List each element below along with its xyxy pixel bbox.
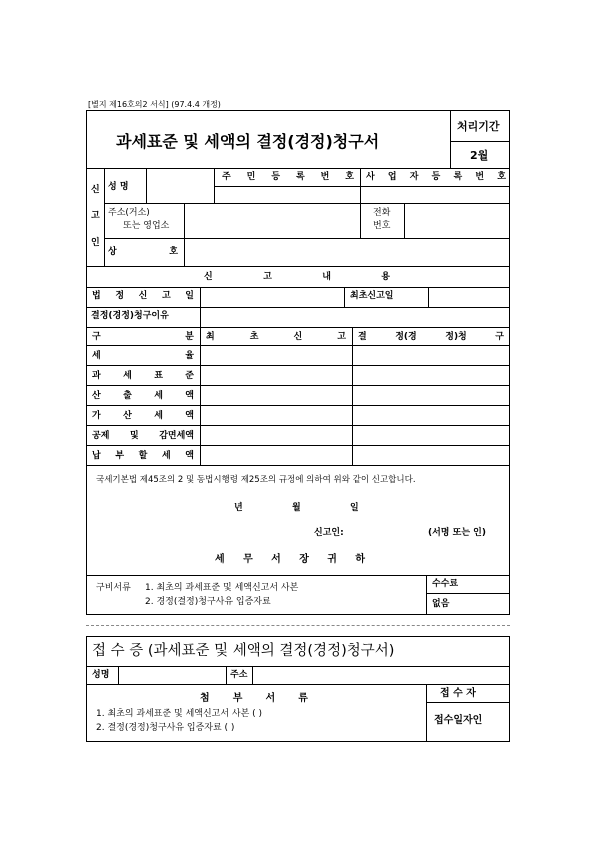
attached-docs-title: 첨 부 서 류 xyxy=(200,693,308,704)
col-category: 구 분 xyxy=(92,332,194,342)
applicant-side-2: 고 xyxy=(91,211,100,221)
day-label: 일 xyxy=(350,503,359,513)
processing-period-value: 2월 xyxy=(470,149,489,162)
reason-label: 결정(경정)청구이유 xyxy=(91,311,169,321)
resident-no-label: 주 민 등 록 번 호 xyxy=(222,172,354,182)
row-deduction: 공제 및 감면세액 xyxy=(92,431,194,441)
fee-label: 수수료 xyxy=(432,579,459,589)
address-label-2: 또는 영업소 xyxy=(123,221,170,231)
address-label-1: 주소(거소) xyxy=(108,208,150,218)
report-section-title: 신 고 내 용 xyxy=(204,272,390,282)
attachment-item-1: 1. 최초의 과세표준 및 세액신고서 사본 xyxy=(145,583,299,593)
attachment-item-2: 2. 경정(결정)청구사유 입증자료 xyxy=(145,597,271,607)
trade-name-label: 상 호 xyxy=(108,247,178,257)
reporter-label: 신고인: xyxy=(314,528,344,538)
applicant-side-1: 신 xyxy=(91,185,100,195)
applicant-side-3: 인 xyxy=(91,238,100,248)
receipt-address-label: 주소 xyxy=(230,670,248,680)
processing-period-label: 처리기간 xyxy=(457,120,500,133)
name-label: 성 명 xyxy=(108,182,129,192)
phone-label-1: 전화 xyxy=(373,208,391,218)
row-additional-tax: 가 산 세 액 xyxy=(92,411,194,421)
phone-label-2: 번호 xyxy=(373,221,391,231)
receipt-name-label: 성명 xyxy=(92,670,110,680)
form-reference: [별지 제16호의2 서식] (97.4.4 개정) xyxy=(88,100,221,109)
row-tax-base: 과 세 표 준 xyxy=(92,371,194,381)
month-label: 월 xyxy=(292,503,301,513)
row-tax-rate: 세 율 xyxy=(92,351,194,361)
receipt-date-label: 접수일자인 xyxy=(434,715,483,726)
col-claim: 결 정(경 정)청 구 xyxy=(358,332,504,342)
receipt-title: 접 수 증 (과세표준 및 세액의 결정(경정)청구서) xyxy=(92,643,395,659)
row-payable-tax: 납 부 할 세 액 xyxy=(92,451,194,461)
receipt-doc-1: 1. 최초의 과세표준 및 세액신고서 사본 ( ) xyxy=(96,709,263,719)
receiver-label: 접 수 자 xyxy=(440,688,476,699)
business-no-label: 사 업 자 등 록 번 호 xyxy=(366,172,506,182)
addressee: 세 무 서 장 귀 하 xyxy=(215,554,365,565)
declaration-statement: 국세기본법 제45조의 2 및 동법시행령 제25조의 규정에 의하여 위와 같이 신고합니다. xyxy=(96,475,416,485)
form-title: 과세표준 및 세액의 결정(경정)청구서 xyxy=(116,132,380,151)
legal-date-label: 법 정 신 고 일 xyxy=(92,291,194,301)
receipt-doc-2: 2. 결정(경정)청구사유 입증자료 ( ) xyxy=(96,723,235,733)
signature-label: (서명 또는 인) xyxy=(428,528,486,538)
attachments-label: 구비서류 xyxy=(96,583,131,593)
fee-value: 없음 xyxy=(432,599,450,609)
first-report-date-label: 최초신고일 xyxy=(350,291,394,301)
col-initial: 최 초 신 고 xyxy=(206,332,346,342)
row-computed-tax: 산 출 세 액 xyxy=(92,391,194,401)
cut-line xyxy=(86,625,510,626)
year-label: 년 xyxy=(234,503,243,513)
